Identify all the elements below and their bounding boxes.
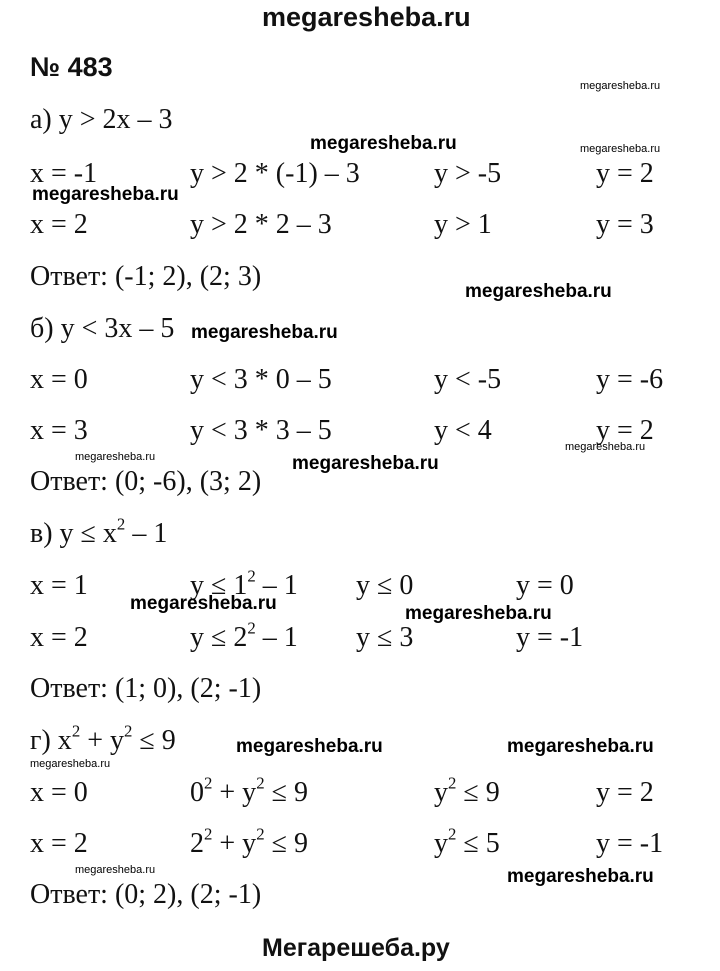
- part-b-row1-expr: у < 3 * 0 – 5: [190, 364, 332, 395]
- part-a-row1-x: х = -1: [30, 158, 98, 189]
- watermark: megaresheba.ru: [75, 451, 156, 463]
- part-v-row1-expr: $у \le 1^2 - 1$: [190, 566, 298, 601]
- part-b-row2-expr: у < 3 * 3 – 5: [190, 415, 332, 446]
- part-b-answer: Ответ: (0; -6), (3; 2): [30, 466, 262, 497]
- part-b-row2-y: у = 2: [596, 415, 654, 446]
- watermark: megaresheba.ru: [236, 736, 383, 757]
- watermark: megaresheba.ru: [465, 281, 612, 302]
- watermark: megaresheba.ru: [30, 758, 111, 770]
- part-b-row1-cond: у < -5: [434, 364, 502, 395]
- part-g-title: г) $х^2 + у^2 \le 9$: [30, 721, 176, 756]
- part-a-answer: Ответ: (-1; 2), (2; 3): [30, 261, 262, 292]
- watermark: megaresheba.ru: [405, 603, 552, 624]
- part-g-row2-expr: $2^2 + у^2 \le 9$: [190, 824, 308, 859]
- part-g-row1-y: у = 2: [596, 777, 654, 808]
- part-b-row2-x: х = 3: [30, 415, 88, 446]
- watermark: megaresheba.ru: [292, 453, 439, 474]
- watermark: megaresheba.ru: [130, 593, 277, 614]
- watermark: megaresheba.ru: [191, 322, 338, 343]
- part-g-row1-x: х = 0: [30, 777, 88, 808]
- part-g-row1-cond: $у^2 \le 9$: [434, 773, 500, 808]
- part-v-title: в) $у \le х^2 - 1$: [30, 514, 168, 549]
- part-v-row1-cond: у ≤ 0: [356, 570, 414, 601]
- part-a-row2-x: х = 2: [30, 209, 88, 240]
- part-a-row1-expr: у > 2 * (-1) – 3: [190, 158, 360, 189]
- part-v-row2-y: у = -1: [516, 622, 584, 653]
- part-g-row1-expr: $0^2 + у^2 \le 9$: [190, 773, 308, 808]
- watermark: megaresheba.ru: [580, 80, 661, 92]
- watermark: megaresheba.ru: [565, 441, 646, 453]
- task-number: № 483: [30, 52, 113, 82]
- part-v-row1-x: х = 1: [30, 570, 88, 601]
- part-a-row2-expr: у > 2 * 2 – 3: [190, 209, 332, 240]
- part-b-row2-cond: у < 4: [434, 415, 492, 446]
- part-a-row1-cond: у > -5: [434, 158, 502, 189]
- part-v-row2-x: х = 2: [30, 622, 88, 653]
- part-b-row1-y: у = -6: [596, 364, 664, 395]
- site-footer: Мегарешеба.ру: [262, 934, 450, 962]
- watermark: megaresheba.ru: [32, 184, 179, 205]
- part-g-answer: Ответ: (0; 2), (2; -1): [30, 879, 262, 910]
- part-v-row2-cond: у ≤ 3: [356, 622, 414, 653]
- watermark: megaresheba.ru: [507, 866, 654, 887]
- watermark: megaresheba.ru: [75, 864, 156, 876]
- watermark: megaresheba.ru: [507, 736, 654, 757]
- watermark: megaresheba.ru: [580, 143, 661, 155]
- site-header: megaresheba.ru: [262, 2, 471, 32]
- part-v-row1-y: у = 0: [516, 570, 574, 601]
- part-g-row2-y: у = -1: [596, 828, 664, 859]
- part-a-row2-y: у = 3: [596, 209, 654, 240]
- part-b-row1-x: х = 0: [30, 364, 88, 395]
- part-a-row1-y: у = 2: [596, 158, 654, 189]
- part-v-answer: Ответ: (1; 0), (2; -1): [30, 673, 262, 704]
- watermark: megaresheba.ru: [310, 133, 457, 154]
- part-g-row2-cond: $у^2 \le 5$: [434, 824, 500, 859]
- part-a-title: а) у > 2х – 3: [30, 104, 173, 135]
- part-b-title: б) у < 3х – 5: [30, 313, 175, 344]
- part-v-row2-expr: $у \le 2^2 - 1$: [190, 618, 298, 653]
- part-g-row2-x: х = 2: [30, 828, 88, 859]
- part-a-row2-cond: у > 1: [434, 209, 492, 240]
